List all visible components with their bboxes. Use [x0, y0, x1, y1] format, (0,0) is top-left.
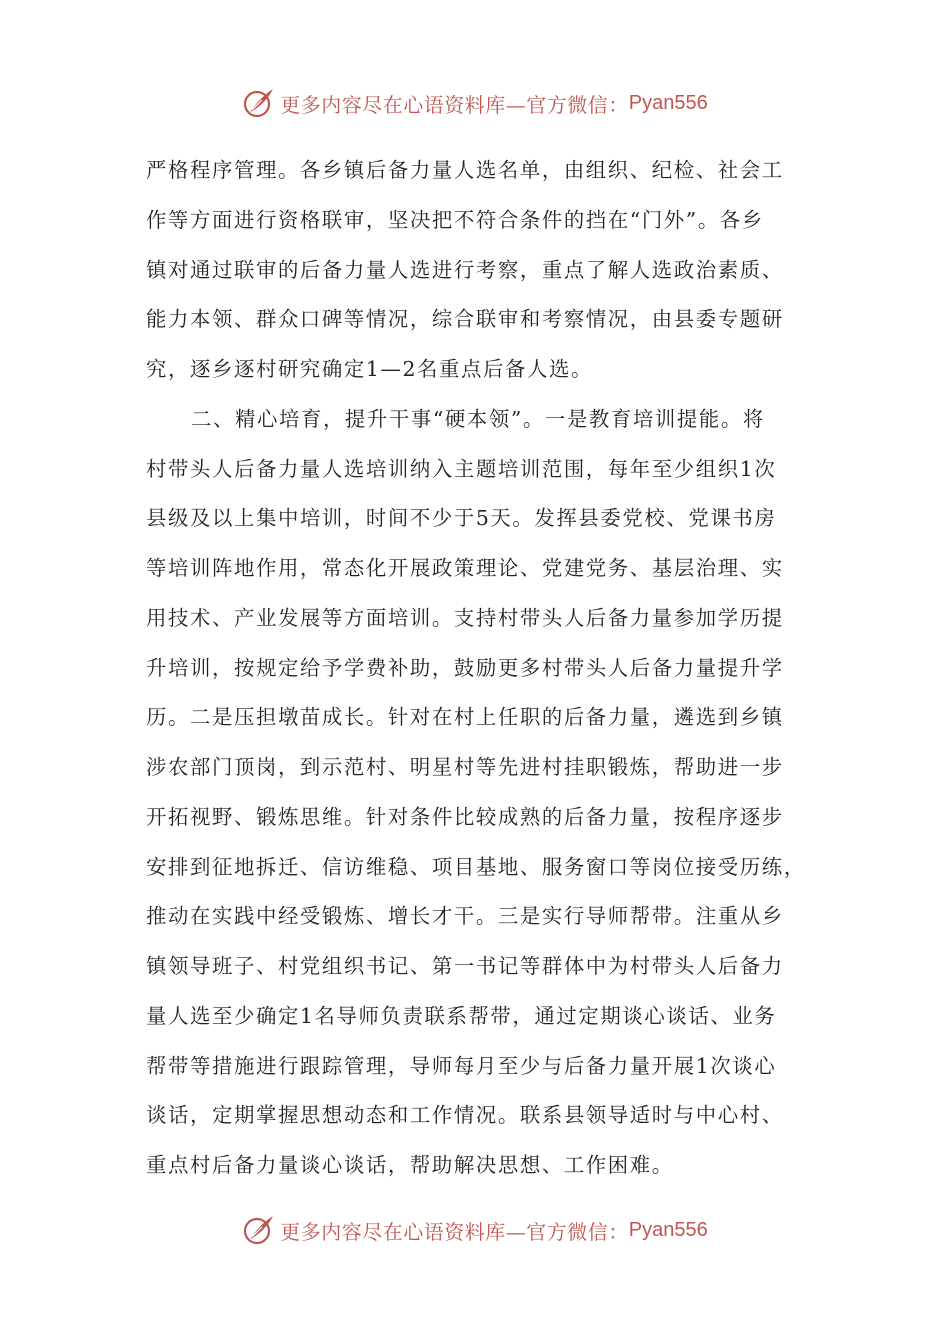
text-line: 镇对通过联审的后备力量人选进行考察，重点了解人选政治素质、 — [146, 257, 784, 282]
header-banner — [0, 83, 950, 123]
footer-banner — [0, 1210, 950, 1250]
quill-logo-icon — [242, 86, 276, 120]
text-line: 重点村后备力量谈心谈话，帮助解决思想、工作困难。 — [146, 1153, 674, 1177]
text-line: 开拓视野、锻炼思维。针对条件比较成熟的后备力量，按程序逐步 — [146, 804, 784, 829]
text-line: 村带头人后备力量人选培训纳入主题培训范围，每年至少组织1次 — [146, 456, 777, 481]
quill-logo-icon — [242, 1213, 276, 1247]
text-line: 县级及以上集中培训，时间不少于5天。发挥县委党校、党课书房 — [146, 506, 777, 531]
text-line: 推动在实践中经受锻炼、增长才干。三是实行导师帮带。注重从乡 — [146, 904, 784, 929]
text-line: 安排到征地拆迁、信访维稳、项目基地、服务窗口等岗位接受历练， — [146, 854, 806, 879]
text-line: 历。二是压担墩苗成长。针对在村上任职的后备力量，遴选到乡镇 — [146, 705, 784, 730]
text-line: 量人选至少确定1名导师负责联系帮带，通过定期谈心谈话、业务 — [146, 1003, 777, 1028]
text-line: 帮带等措施进行跟踪管理，导师每月至少与后备力量开展1次谈心 — [146, 1053, 777, 1078]
text-line: 升培训，按规定给予学费补助，鼓励更多村带头人后备力量提升学 — [146, 655, 784, 680]
text-line: 究，逐乡逐村研究确定1—2名重点后备人选。 — [146, 357, 593, 381]
paragraph-start-line: 二、精心培育，提升干事“硬本领”。一是教育培训提能。将 — [191, 406, 765, 431]
document-body — [146, 146, 814, 1191]
wechat-id: Pyan556 — [628, 91, 708, 114]
banner-text: 更多内容尽在心语资料库—官方微信： — [280, 92, 629, 117]
banner-text: 更多内容尽在心语资料库—官方微信： — [280, 1219, 629, 1244]
text-line: 涉农部门顶岗，到示范村、明星村等先进村挂职锻炼，帮助进一步 — [146, 755, 784, 779]
text-line: 镇领导班子、村党组织书记、第一书记等群体中为村带头人后备力 — [146, 954, 784, 978]
text-line: 能力本领、群众口碑等情况，综合联审和考察情况，由县委专题研 — [146, 307, 784, 332]
text-line: 等培训阵地作用，常态化开展政策理论、党建党务、基层治理、实 — [146, 556, 784, 580]
text-line: 谈话，定期掌握思想动态和工作情况。联系县领导适时与中心村、 — [146, 1103, 784, 1128]
text-line: 用技术、产业发展等方面培训。支持村带头人后备力量参加学历提 — [146, 605, 784, 630]
text-line: 严格程序管理。各乡镇后备力量人选名单，由组织、纪检、社会工 — [146, 158, 784, 182]
text-line: 作等方面进行资格联审，坚决把不符合条件的挡在“门外”。各乡 — [146, 207, 764, 232]
wechat-id: Pyan556 — [628, 1218, 708, 1241]
